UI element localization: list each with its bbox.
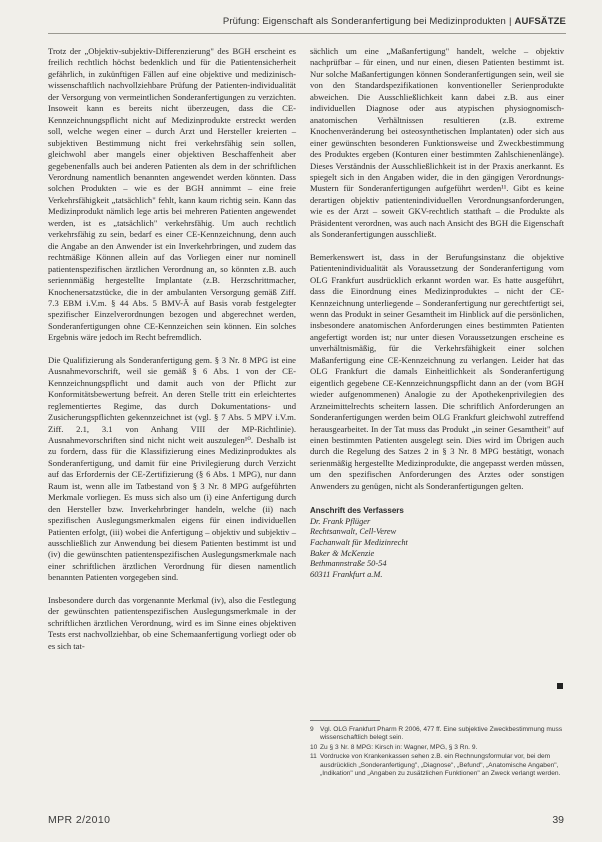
header-rule (48, 33, 566, 34)
header-title: Prüfung: Eigenschaft als Sonderanfertigung bei Medizinprodukten (222, 16, 506, 27)
header-section: AUFSÄTZE (514, 16, 566, 27)
body-paragraph: sächlich um eine „Maßanfertigung" handelt, welche – objektiv nachprüfbar – für einen, und nur einen, diesen Patienten bestimmt ist. Nur solche Maßanfertigungen können Sonderanfertigungen sein, weil sie von den Standardspezifikationen konventioneller Serienprodukte abweichen. Die Ausschließlichkeit kann dabei z.B. aus einer individuellen Diagnose oder aus atypischen physiognomisch-anatomischen Verhältnissen resultieren (z.B. extreme Knochenveränderung bei osteosynthetischen Implantaten) oder sich aus einer gewünschten besonderen Funktionsweise und Zweckbestimmung des Produktes ergeben (Konturen einer bestimmten Zahlschienenlänge). Dieses Verständnis der Ausschließlichkeit ist in der Praxis anerkannt. Es spiegelt sich in den Angaben wider, die in den gängigen Verordnungs-Mustern für Sonderanfertigungen aufgeführt werden¹¹. Gibt es keine derartigen objektiv patientenindividuellen Verordnungsanforderungen, wie es der Arzt – soweit GKV-rechtlich statthaft – die Produkte als Präsidentent verordnen, was auch nach Ansicht des BGH die Eigenschaft als Sonderanfertigungen ausschließt. (310, 46, 564, 240)
footnote-rule (310, 720, 380, 721)
page-number: 39 (552, 814, 564, 826)
left-column (48, 46, 296, 663)
footnote-number: 10 (310, 743, 318, 751)
end-of-article-mark (557, 683, 563, 689)
address-label: Anschrift des Verfassers (310, 506, 404, 516)
address-line: Rechtsanwalt, Cell-Verew (310, 527, 397, 537)
footnote-number: 9 (310, 726, 314, 733)
footnote-text: Zu § 3 Nr. 8 MPG: Kirsch in: Wagner, MPG, § 3 Rn. 9. (320, 743, 478, 751)
footnote-text: Vgl. OLG Frankfurt Pharm R 2006, 477 ff. Eine subjektive Zweckbestimmung muss wissenschaftlich belegt sein. (320, 726, 563, 742)
footnote (310, 726, 564, 743)
address-line: Bethmannstraße 50-54 (310, 559, 387, 569)
right-column (310, 46, 564, 580)
body-paragraph: Insbesondere durch das vorgenannte Merkmal (iv), also die Festlegung der gewünschten patientenspezifischen Auslegungsmerkmale in der schriftlichen ärztlichen Verordnung, wird es im Sinne eines objektiven Tests erst nachvollziehbar, ob eine Schemaanfertigung vorliegt oder ob es sich tat- (48, 594, 296, 651)
footnote-text: Vordrucke von Krankenkassen sehen z.B. ein Rechnungsformular vor, bei dem ausdrücklich „Sonderanfertigung", „Diagnose", „Befund", „Anatomische Angaben", „Indikation" und „Angaben zu zusätzlichen Funktionen" an Zweck verlangt werden. (320, 753, 561, 778)
body-paragraph: Die Qualifizierung als Sonderanfertigung gem. § 3 Nr. 8 MPG ist eine Ausnahmevorschrift, weil sie gemäß § 6 Abs. 1 von der CE-Kennzeichnungspflicht und damit auch von der Pflicht zur Konformitätsbewertung befreit. An deren Stelle tritt ein erleichtertes reglementiertes Regime, das durch Dokumentations- und Zusicherungspflichten gekennzeichnet ist (vgl. § 7 Abs. 5 MPV i.V.m. Ziff. 2.1, 3.1 von Anhang VIII der MP-Richtlinie). Ausnahmevorschriften sind nicht nicht weit auszulegen¹⁰. Deshalb ist zu fordern, dass für die Klassifizierung eines Medizinproduktes als Sonderanfertigung, und damit für eine Privilegierung durch Verzicht auf das Erfordernis der CE-Zertifizierung (§ 6 Abs. 1 MPG), nur dann Raum ist, wenn alle im Tatbestand von § 3 Nr. 8 MPG aufgeführten Merkmale vorliegen. Es muss sich also um (i) eine Anfertigung durch den Hersteller bzw. Inverkehrbringer handeln, welche (ii) nach spezifischen Auslegungsmerkmalen eigens für einen individuellen Patienten erfolgt, (iii) wobei die Anfertigung – objektiv und subjektiv – ausschließlich zur Anwendung bei diesem Patienten bestimmt ist und (iv) die gewünschten patientenspezifischen Auslegungsmerkmale nach einer schriftlichen ärztlichen Verordnung für diesen namentlich benannten Patienten vorgegeben sind. (48, 354, 296, 583)
footnote (310, 753, 564, 778)
body-paragraph: Bemerkenswert ist, dass in der Berufungsinstanz die objektive Patientenindividualität als Voraussetzung der Sonderanfertigung vom OLG Frankfurt ausdrücklich erkannt worden war. Es hatte ausgeführt, dass die Einordnung eines Medizinproduktes – nicht der CE-Kennzeichnung unterliegende – Sonderanfertigung nur gerechtfertigt sei, wenn das Produkt in seiner Gesamtheit im Hinblick auf die persönlichen, insbesondere anatomischen Anforderungen eines bestimmten Patienten angefertigt worden ist; nur unter diesen Voraussetzungen erscheine es unverhältnismäßig, für die Verkehrsfähigkeit einer solchen Maßanfertigung eine CE-Kennzeichnung zu verlangen. Leider hat das OLG Frankfurt die damals Einheitlichkeit als Sonderanfertigung eigentlich gegebene CE-Kennzeichnungspflicht dann an der (vom BGH wieder aufgenommenen) Analogie zu der Apothekenprivilegien des Arzneimittelrechts scheitern lassen. Die schriftlich Anforderungen an Sonderanfertigungen werden beim OLG Frankfurt gleichwohl zutreffend herausgearbeitet. In der Tat muss das Produkt „in seiner Gesamtheit" auf einen bestimmten Patienten ausgelegt sein. Dies wird im Übrigen auch durch die Regelung des Satzes 2 in § 3 Nr. 8 MPG bestätigt, wonach serienmäßig hergestellte Medizinprodukte, die angepasst werden müssen, um den spezifischen Anforderungen des Arztes oder sonstigen Anwenders zu genügen, nicht als Sonderanfertigungen gelten. (310, 251, 564, 491)
address-line: Dr. Frank Pflüger (310, 516, 371, 526)
author-address (310, 506, 564, 580)
journal-issue: MPR 2/2010 (48, 814, 111, 826)
address-line: Baker & McKenzie (310, 548, 375, 558)
running-header (223, 16, 566, 27)
body-paragraph: Trotz der „Objektiv-subjektiv-Differenzierung" des BGH erscheint es freilich rechtlich höchst bedenklich und für die Patientensicherheit gefährlich, in zukünftigen Fällen auf eine objektive und medizinisch-wissenschaftlich nachvollziehbare Prüfung der Patienten-individualität der Versorgung von vermeintlichen Sonderanfertigungen zu verzichten. Insoweit kann es bereits nicht überzeugen, dass die CE-Kennzeichnungspflicht nicht auf Medizinprodukte erstreckt werden soll, welche wegen einer – durch Arzt und Hersteller kreierten – subjektiven Bestimmung nicht frei verkehrsfähig sein sollen, gleichwohl aber mangels einer objektiven Beschaffenheit aber gegebenenfalls auch bei anderen Patienten als dem in der schriftlichen Verordnung namentlich benannten angewendet werden könnten. Dass solchen Produkten – wie es der BGH annimmt – eine freie Verkehrsfähigkeit „tatsächlich" fehlt, kann kaum richtig sein. Kann das Medizinprodukt nämlich lege artis bei mehreren Patienten angewendet werden, ist es „tatsächlich" verkehrsfähig. Um auch rechtlich verkehrsfähig zu sein, bedarf es einer CE-Kennzeichnung, denn auch die Angabe an den Anwender ist ein Inverkehrbringen, und zudem das rechtmäßige Können allein auf das Vorliegen einer nur nominell patientenspezifischen ärztlichen Verordnung an, so könnten z.B. auch seriennmäßig hergestellte Implantate (z.B. Herzschrittmacher, Knochenersatzstücke, die in der ambulanten Versorgung gemäß Ziff. 7.3 EBM i.V.m. § 44 Abs. 5 BMV-Ä auf Basis vorab festgelegter spezifischer Einzelverordnungen bezogen und abgerechnet werden, Sonderanfertigungen ohne CE-Kennzeichen sein können. Ein solches Ergebnis wäre jedoch im Recht befremdlich. (48, 46, 296, 343)
footnotes (310, 726, 564, 779)
footnote-number: 11 (310, 753, 317, 761)
address-line: 60311 Frankfurt a.M. (310, 569, 383, 579)
header-separator: | (508, 16, 512, 27)
address-line: Fachanwalt für Medizinrecht (310, 538, 408, 547)
footnote (310, 744, 564, 752)
